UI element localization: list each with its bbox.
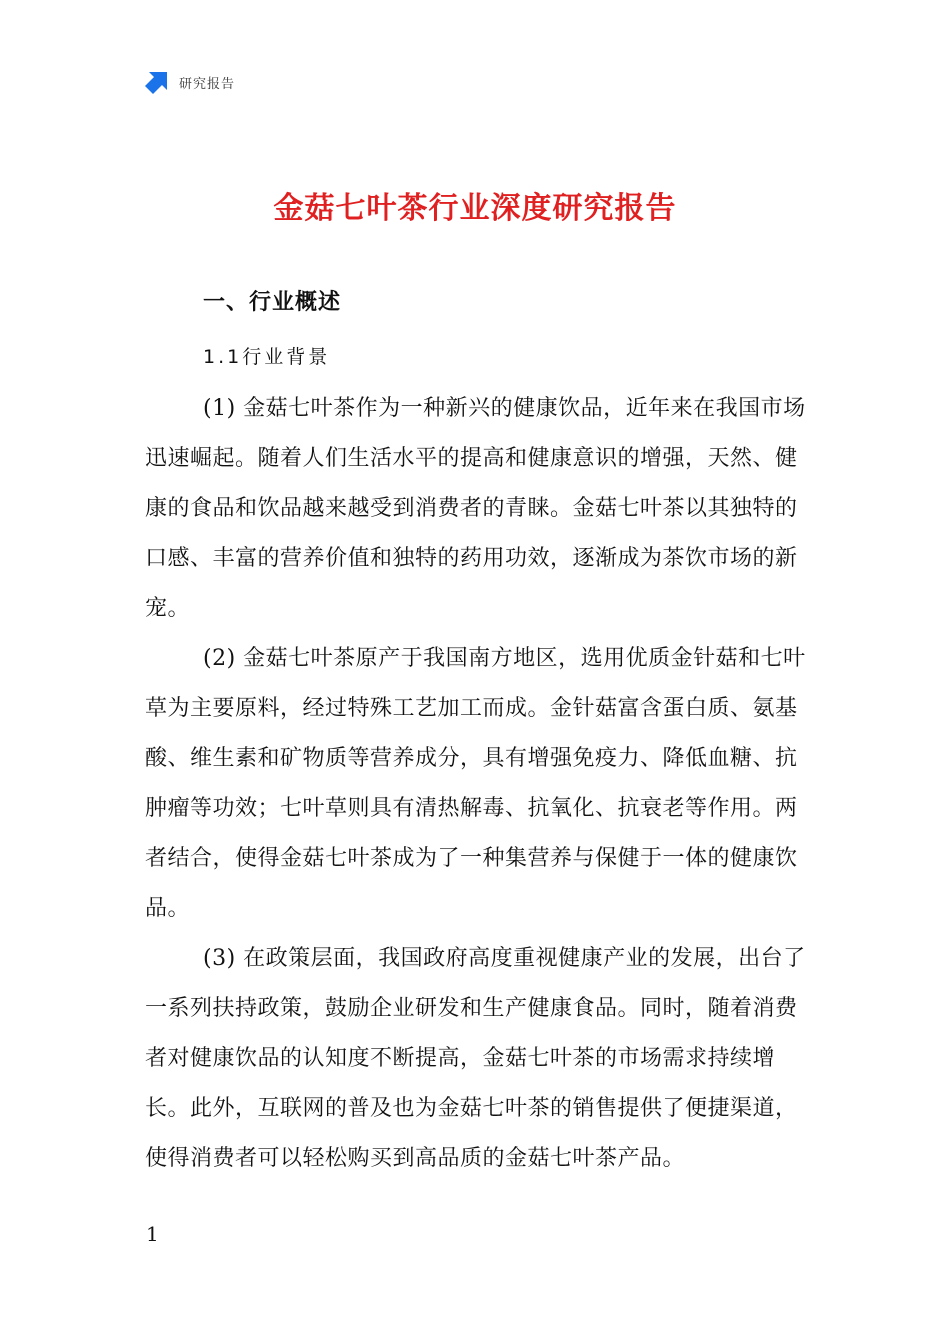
document-body [145, 384, 807, 1184]
document-title: 金菇七叶茶行业深度研究报告 [273, 191, 677, 226]
document-header [144, 68, 235, 96]
page-number: 1 [146, 1222, 159, 1246]
paragraph: (2) 金菇七叶茶原产于我国南方地区，选用优质金针菇和七叶草为主要原料，经过特殊工艺加工而成。金针菇富含蛋白质、氨基酸、维生素和矿物质等营养成分，具有增强免疫力、降低血糖、抗肿瘤等功效；七叶草则具有清热解毒、抗氧化、抗衰老等作用。两者结合，使得金菇七叶茶成为了一种集营养与保健于一体的健康饮品。 [145, 646, 806, 921]
section-heading: 一、行业概述 [203, 290, 342, 315]
subsection-heading: 1.1行业背景 [203, 346, 331, 368]
arrow-up-right-icon [144, 69, 170, 95]
paragraph: (3) 在政策层面，我国政府高度重视健康产业的发展，出台了一系列扶持政策，鼓励企业研发和生产健康食品。同时，随着消费者对健康饮品的认知度不断提高，金菇七叶茶的市场需求持续增长。此外，互联网的普及也为金菇七叶茶的销售提供了便捷渠道，使得消费者可以轻松购买到高品质的金菇七叶茶产品。 [145, 946, 806, 1171]
paragraph: (1) 金菇七叶茶作为一种新兴的健康饮品，近年来在我国市场迅速崛起。随着人们生活水平的提高和健康意识的增强，天然、健康的食品和饮品越来越受到消费者的青睐。金菇七叶茶以其独特的口感、丰富的营养价值和独特的药用功效，逐渐成为茶饮市场的新宠。 [145, 396, 806, 621]
header-label: 研究报告 [179, 76, 236, 92]
